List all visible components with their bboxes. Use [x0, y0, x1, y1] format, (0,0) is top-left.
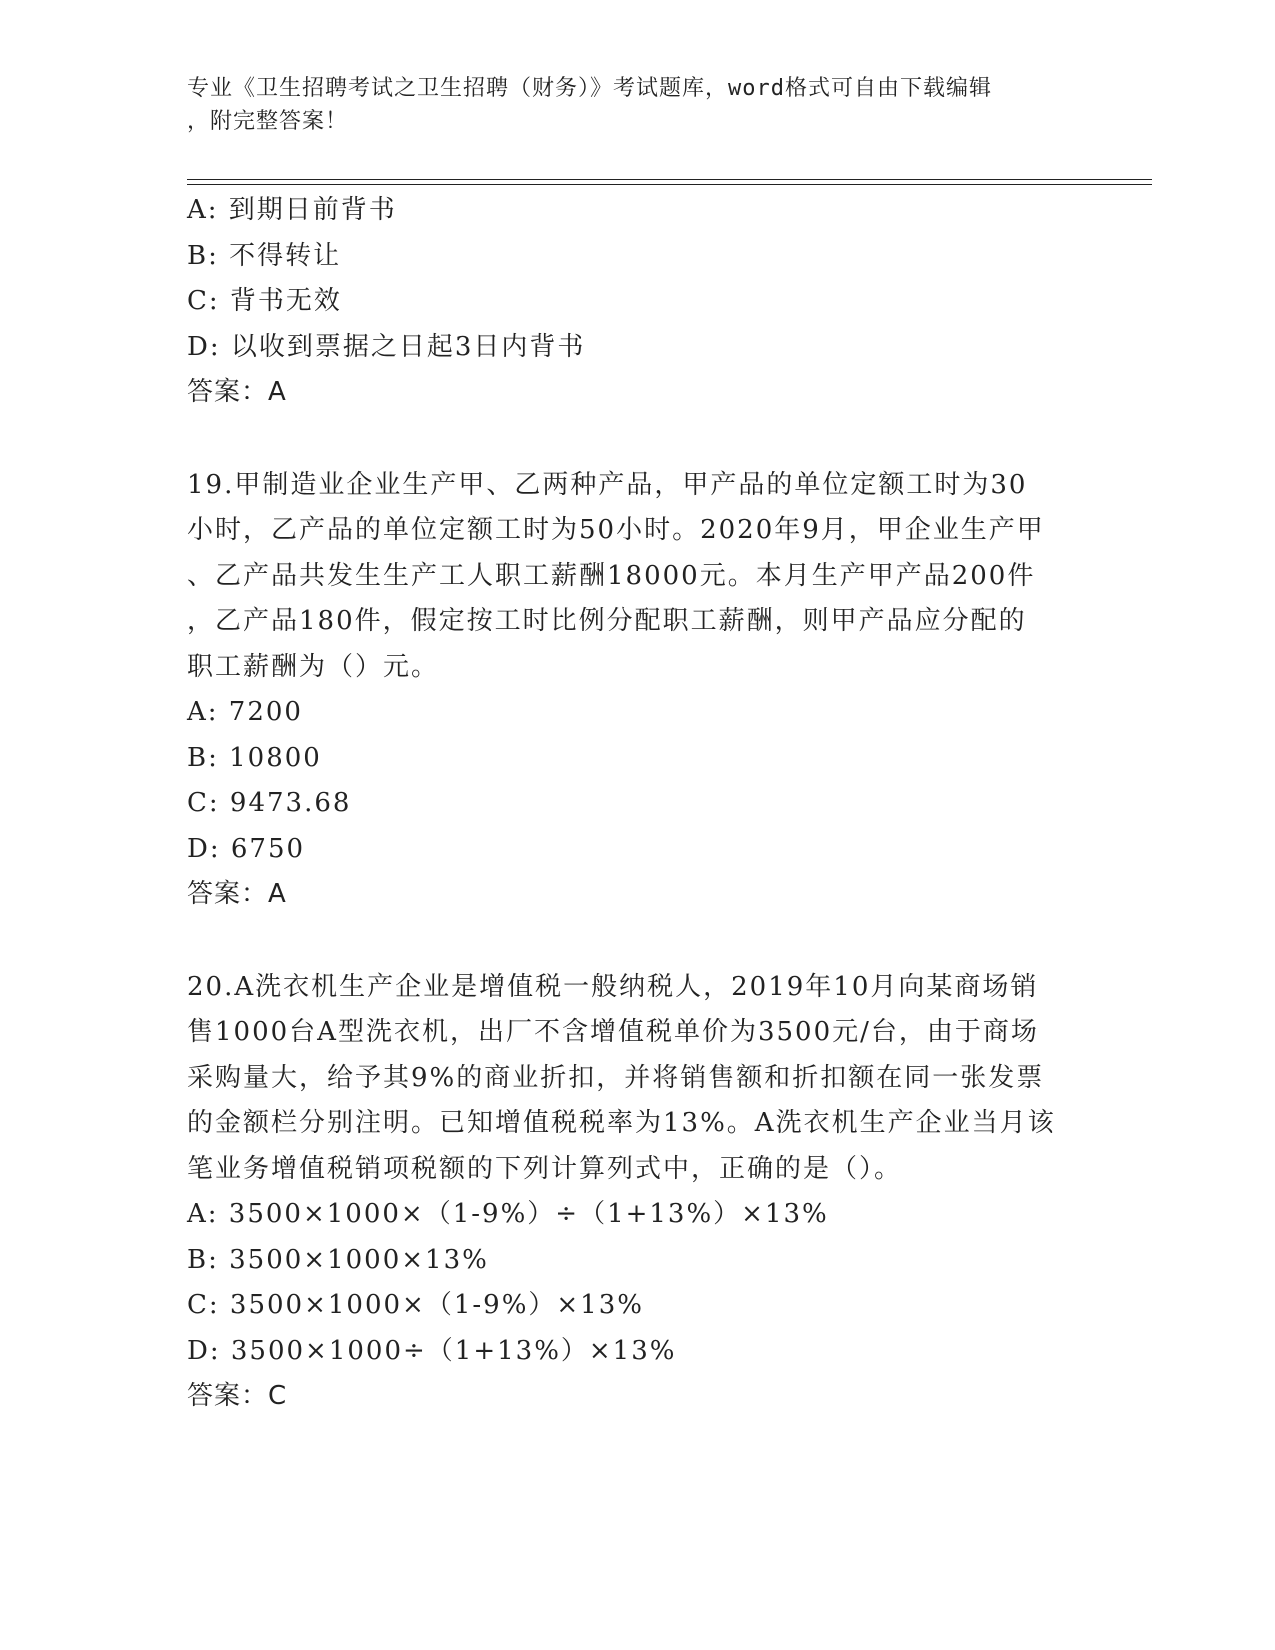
question-stem-line: ，乙产品180件，假定按工时比例分配职工薪酬，则甲产品应分配的	[187, 606, 1027, 636]
option-d: D: 6750	[187, 833, 306, 864]
option-a: A: 3500×1000×（1-9%）÷（1+13%）×13%	[187, 1199, 829, 1229]
option-d: D: 3500×1000÷（1+13%）×13%	[187, 1335, 677, 1366]
option-b: B: 3500×1000×13%	[187, 1244, 489, 1275]
question-stem-line: 20.A洗衣机生产企业是增值税一般纳税人，2019年10月向某商场销	[187, 971, 1039, 1002]
answer: 答案：C	[187, 1381, 288, 1411]
question-stem-line: 职工薪酬为（）元。	[187, 651, 440, 682]
question-19	[187, 463, 1087, 918]
option-d: D: 以收到票据之日起3日内背书	[187, 331, 586, 362]
document-header	[187, 72, 1087, 138]
header-line-2: ，附完整答案！	[187, 109, 349, 134]
header-divider-bottom	[187, 184, 1152, 185]
option-c: C: 背书无效	[187, 286, 342, 316]
document-body	[187, 188, 1087, 1420]
question-stem-line: 的金额栏分别注明。已知增值税税率为13%。A洗衣机生产企业当月该	[187, 1108, 1056, 1138]
answer: 答案：A	[187, 377, 287, 407]
question-18	[187, 188, 1087, 416]
question-stem-line: 采购量大，给予其9%的商业折扣，并将销售额和折扣额在同一张发票	[187, 1062, 1045, 1093]
question-stem-line: 、乙产品共发生生产工人职工薪酬18000元。本月生产甲产品200件	[187, 560, 1036, 591]
question-stem-line: 笔业务增值税销项税额的下列计算列式中，正确的是（）。	[187, 1153, 903, 1184]
option-b: B: 不得转让	[187, 240, 342, 271]
option-a: A: 7200	[187, 697, 303, 727]
question-stem-line: 售1000台A型洗衣机，出厂不含增值税单价为3500元/台，由于商场	[187, 1017, 1039, 1047]
option-c: C: 9473.68	[187, 788, 352, 818]
header-divider-top	[187, 179, 1152, 180]
question-stem-line: 小时，乙产品的单位定额工时为50小时。2020年9月，甲企业生产甲	[187, 515, 1045, 545]
option-a: A: 到期日前背书	[187, 195, 397, 225]
option-c: C: 3500×1000×（1-9%）×13%	[187, 1290, 644, 1320]
option-b: B: 10800	[187, 742, 322, 773]
question-stem-line: 19.甲制造业企业生产甲、乙两种产品，甲产品的单位定额工时为30	[187, 469, 1028, 500]
question-20	[187, 965, 1087, 1420]
header-line-1: 专业《卫生招聘考试之卫生招聘（财务）》考试题库，word格式可自由下载编辑	[187, 76, 992, 101]
answer: 答案：A	[187, 879, 287, 909]
